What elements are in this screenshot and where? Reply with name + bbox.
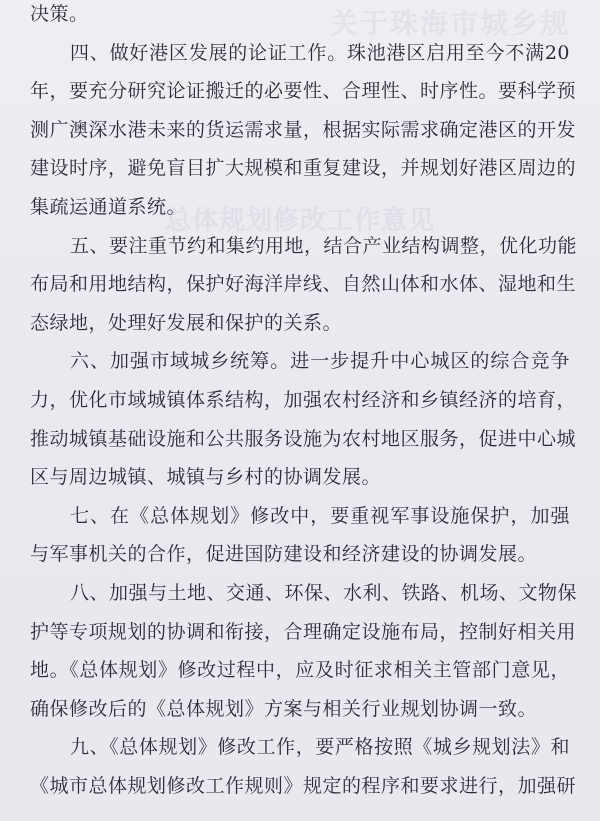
paragraph-8-line-2: 护等专项规划的协调和衔接，合理确定设施布局，控制好相关用 [30,621,577,643]
text-line: 决策。 [30,3,89,25]
paragraph-9-line-1: 九、《总体规划》修改工作，要严格按照《城乡规划法》和 [70,736,570,758]
paragraph-8-line-1: 八、加强与土地、交通、环保、水利、铁路、机场、文物保 [70,582,578,604]
paragraph-7-line-2: 与军事机关的合作，促进国防建设和经济建设的协调发展。 [30,543,538,565]
paragraph-4-line-2: 年，要充分研究论证搬迁的必要性、合理性、时序性。要科学预 [30,80,577,102]
paragraph-4-line-4: 建设时序，避免盲目扩大规模和重复建设，并规划好港区周边的 [30,157,577,179]
bleed-through-text-middle: 总体规划修改工作意见 [165,206,436,236]
paragraph-6-line-3: 推动城镇基础设施和公共服务设施为农村地区服务，促进中心城 [30,428,577,450]
paragraph-4-line-1: 四、做好港区发展的论证工作。珠池港区启用至今不满20 [70,42,570,64]
paragraph-9-line-2: 《城市总体规划修改工作规则》规定的程序和要求进行，加强研 [30,775,577,797]
paragraph-5-line-3: 态绿地，处理好发展和保护的关系。 [30,312,343,334]
paragraph-6-line-2: 力，优化市域城镇体系结构，加强农村经济和乡镇经济的培育， [30,389,577,411]
paragraph-7-line-1: 七、在《总体规划》修改中，要重视军事设施保护，加强 [70,505,570,527]
paragraph-8-line-3: 地。《总体规划》修改过程中，应及时征求相关主管部门意见， [30,659,570,681]
paragraph-8-line-4: 确保修改后的《总体规划》方案与相关行业规划协调一致。 [30,698,538,720]
bleed-through-text-top: 关于珠海市城乡规 [330,7,571,40]
paragraph-4-line-3: 测广澳深水港未来的货运需求量，根据实际需求确定港区的开发 [30,119,577,141]
paragraph-4-line-5: 集疏运通道系统。 [30,196,187,218]
paragraph-5-line-2: 布局和用地结构，保护好海洋岸线、自然山体和水体、湿地和生 [30,273,577,295]
paragraph-6-line-4: 区与周边城镇、城镇与乡村的协调发展。 [30,466,382,488]
paragraph-6-line-1: 六、加强市域城乡统筹。进一步提升中心城区的综合竞争 [70,350,570,372]
paragraph-5-line-1: 五、要注重节约和集约用地，结合产业结构调整，优化功能 [70,235,578,257]
